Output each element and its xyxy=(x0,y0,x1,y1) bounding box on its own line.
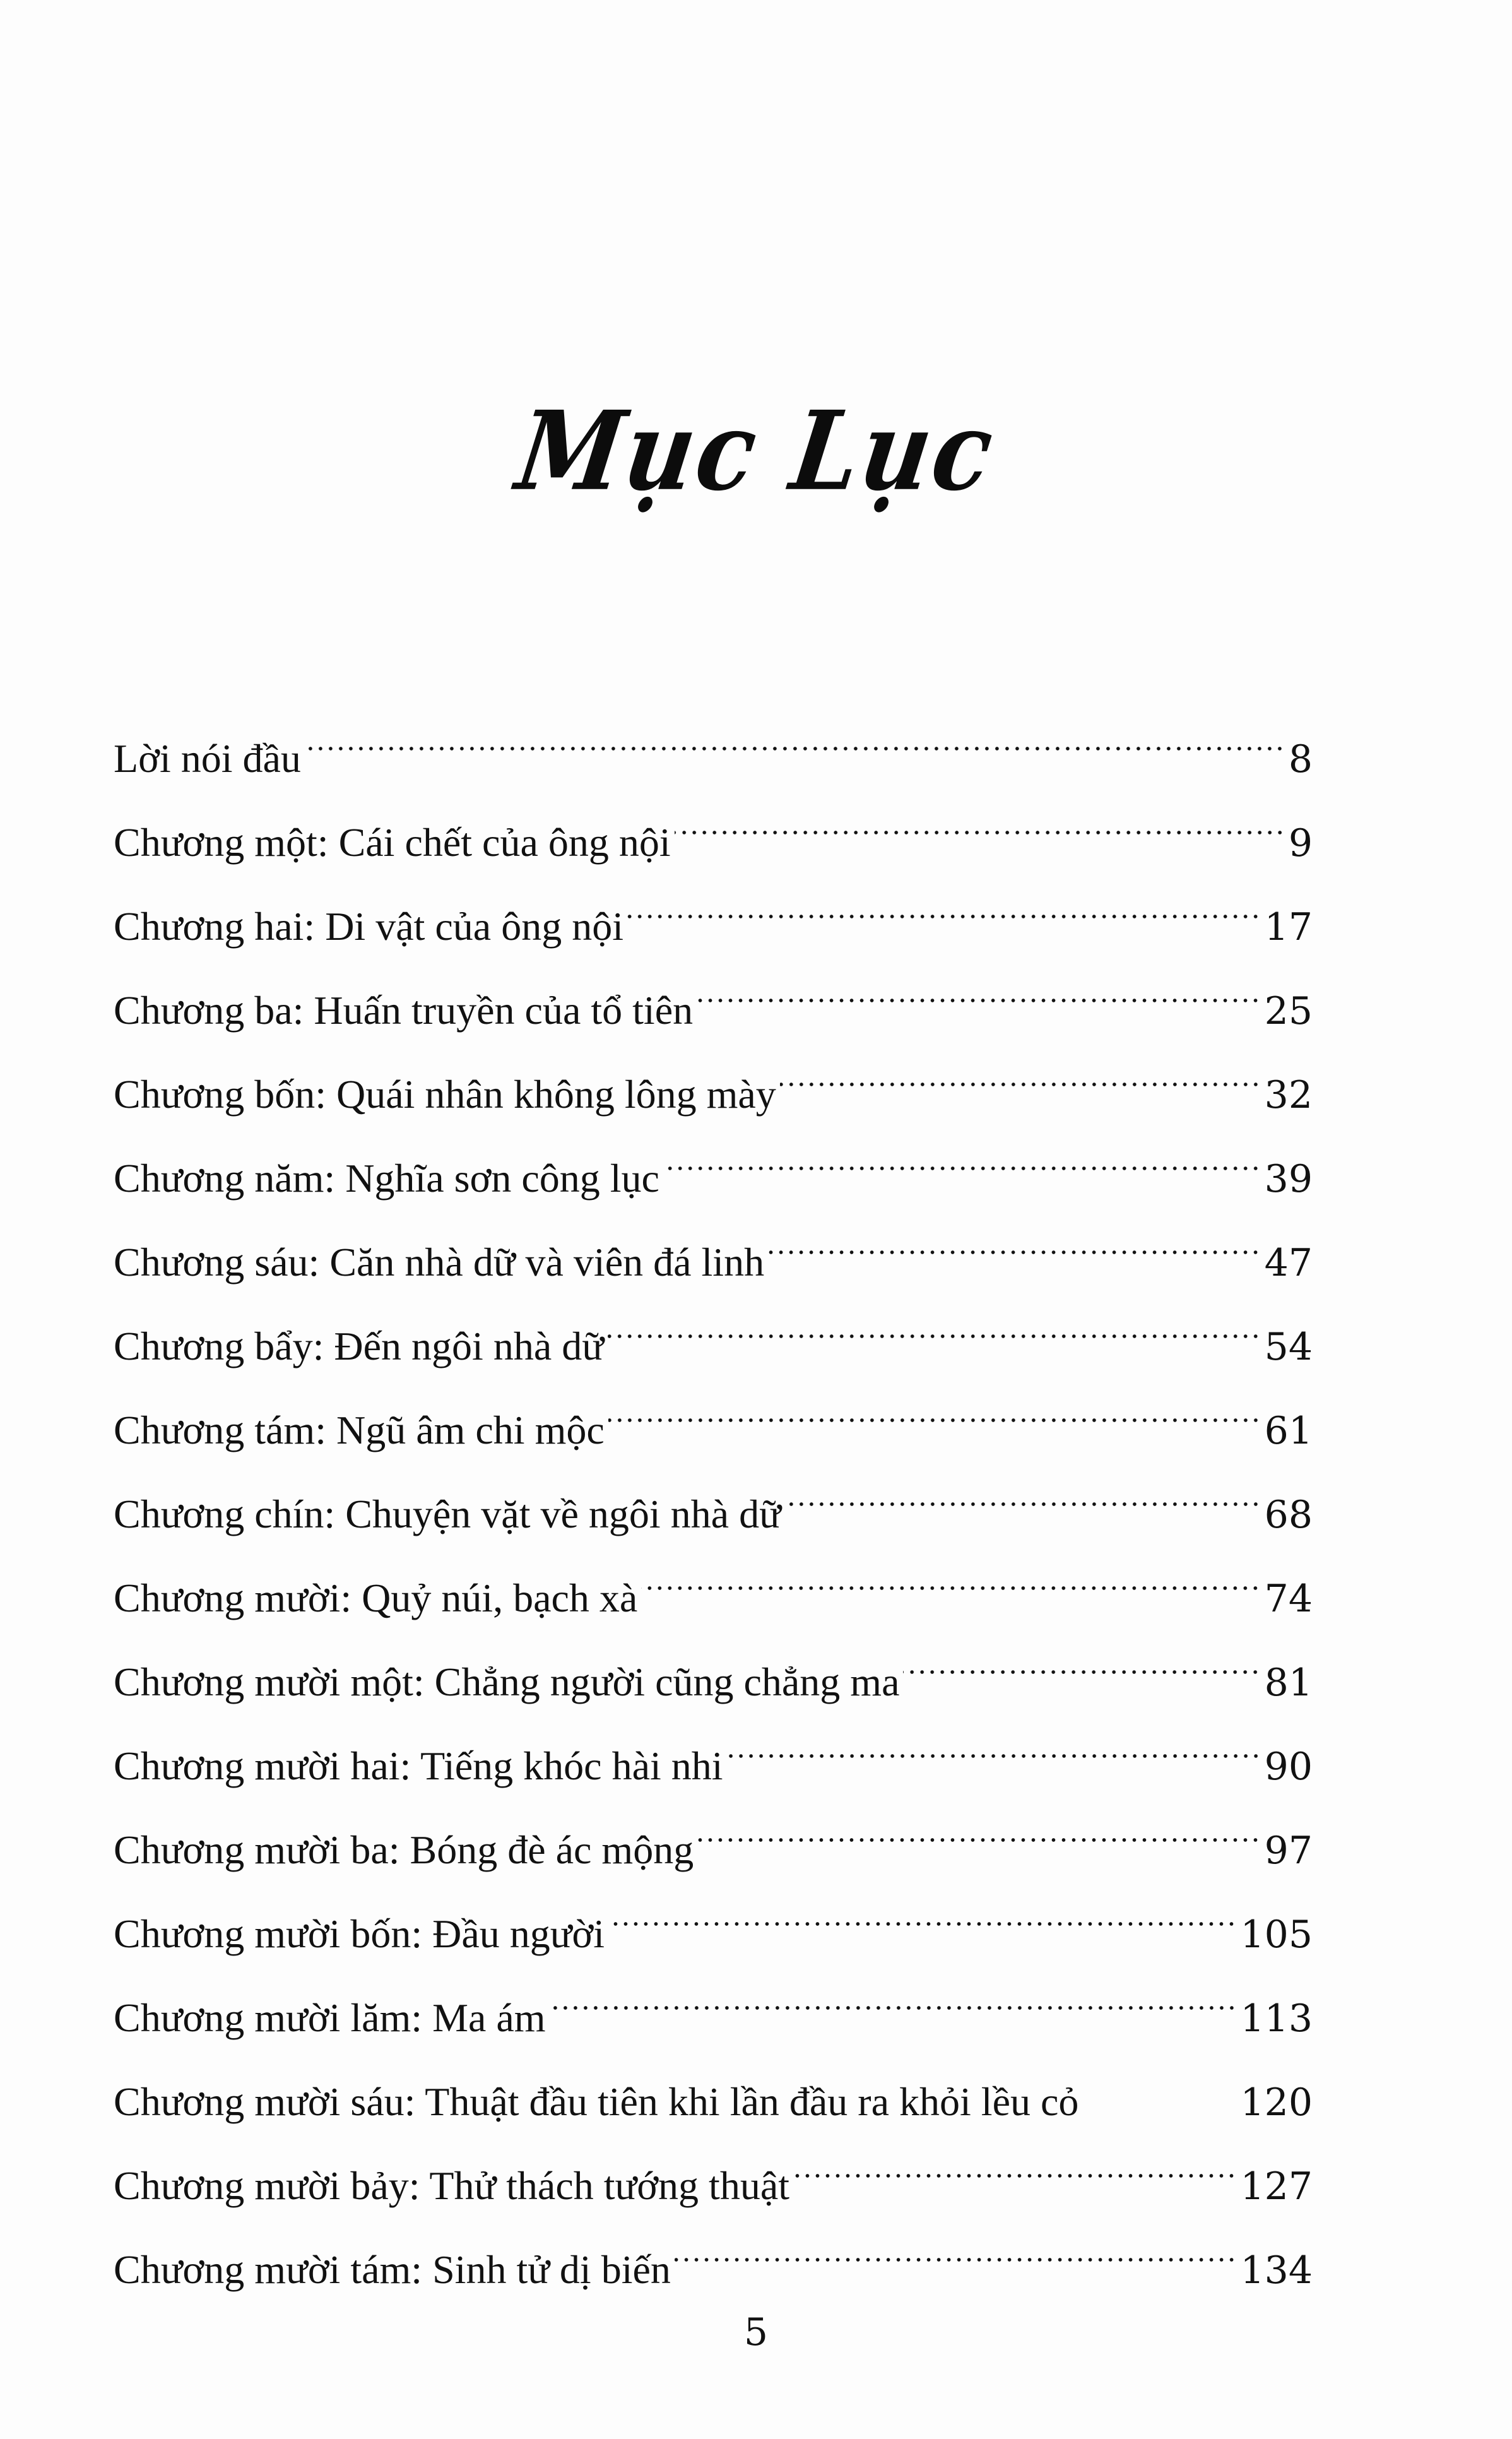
dot-leader xyxy=(1082,2031,1236,2115)
toc-entry-page: 90 xyxy=(1264,1745,1313,1789)
dot-leader xyxy=(608,1863,1236,1947)
toc-entry-label: Chương ba: Huấn truyền của tổ tiên xyxy=(114,988,694,1033)
toc-entry-label: Lời nói đầu xyxy=(114,736,301,781)
toc-entry-label: Chương mười bảy: Thử thách tướng thuật xyxy=(114,2163,789,2208)
toc-entry-page: 9 xyxy=(1288,821,1313,865)
dot-leader xyxy=(903,1611,1260,1695)
dot-leader xyxy=(641,1528,1260,1611)
toc-entry-page: 25 xyxy=(1264,989,1313,1033)
dot-leader xyxy=(768,1192,1261,1276)
toc-entry-page: 97 xyxy=(1264,1829,1313,1873)
dot-leader xyxy=(550,1947,1237,2031)
dot-leader xyxy=(727,1695,1261,1779)
dot-leader xyxy=(608,1360,1261,1444)
dot-leader xyxy=(785,1444,1261,1528)
dot-leader xyxy=(663,1108,1261,1192)
dot-leader xyxy=(793,2115,1236,2199)
toc-entry-label: Chương hai: Di vật của ông nội xyxy=(114,904,623,949)
dot-leader xyxy=(305,688,1285,772)
toc-entry-page: 81 xyxy=(1264,1661,1313,1705)
dot-leader xyxy=(697,940,1261,1024)
toc-entry-label: Chương mười một: Chẳng người cũng chẳng ma xyxy=(114,1659,900,1704)
toc-entry-page: 32 xyxy=(1264,1073,1313,1117)
toc-entry-page: 47 xyxy=(1264,1241,1313,1285)
toc-entry-page: 113 xyxy=(1240,1997,1313,2041)
dot-leader xyxy=(780,1024,1261,1108)
toc-entry-label: Chương mười lăm: Ma ám xyxy=(114,1995,546,2040)
toc-entry-page: 134 xyxy=(1240,2248,1313,2293)
toc-entry-page: 17 xyxy=(1264,905,1313,949)
toc-entry-label: Chương sáu: Căn nhà dữ và viên đá linh xyxy=(114,1240,765,1285)
table-of-contents xyxy=(114,688,1313,2293)
toc-entry-label: Chương một: Cái chết của ông nội xyxy=(114,820,671,865)
toc-entry-label: Chương mười ba: Bóng đè ác mộng xyxy=(114,1827,694,1872)
dot-leader xyxy=(627,856,1261,940)
page-number: 5 xyxy=(743,2310,769,2354)
toc-entry-label: Chương mười tám: Sinh tử dị biến xyxy=(114,2247,671,2292)
toc-entry-page: 120 xyxy=(1240,2080,1313,2125)
toc-entry-page: 127 xyxy=(1240,2164,1313,2209)
toc-entry[interactable] xyxy=(114,688,1313,781)
toc-entry-label: Chương chín: Chuyện vặt về ngôi nhà dữ xyxy=(114,1492,781,1536)
toc-entry-page: 105 xyxy=(1240,1913,1313,1957)
toc-entry-label: Chương bẩy: Đến ngôi nhà dữ xyxy=(114,1324,604,1368)
dot-leader xyxy=(608,1276,1261,1360)
toc-entry-page: 74 xyxy=(1264,1577,1313,1621)
toc-entry-label: Chương mười: Quỷ núi, bạch xà xyxy=(114,1576,638,1620)
toc-entry-label: Chương năm: Nghĩa sơn công lục xyxy=(114,1156,659,1201)
toc-entry-page: 8 xyxy=(1288,737,1313,781)
title-container xyxy=(0,387,1512,516)
toc-entry-page: 68 xyxy=(1264,1493,1313,1537)
toc-entry-label: Chương mười hai: Tiếng khóc hài nhi xyxy=(114,1743,723,1788)
toc-entry-page: 39 xyxy=(1264,1157,1313,1201)
dot-leader xyxy=(675,2199,1237,2283)
toc-entry-label: Chương tám: Ngũ âm chi mộc xyxy=(114,1408,605,1452)
dot-leader xyxy=(697,1779,1260,1863)
toc-entry-page: 61 xyxy=(1264,1409,1313,1453)
toc-entry-label: Chương mười bốn: Đầu người xyxy=(114,1911,605,1956)
dot-leader xyxy=(675,772,1285,856)
toc-entry-page: 54 xyxy=(1264,1325,1313,1369)
toc-entry-label: Chương mười sáu: Thuật đầu tiên khi lần đầu ra khỏi lều cỏ xyxy=(114,2079,1079,2124)
page-title: Mục Lục xyxy=(509,387,1003,516)
toc-entry-label: Chương bốn: Quái nhân không lông mày xyxy=(114,1072,776,1117)
